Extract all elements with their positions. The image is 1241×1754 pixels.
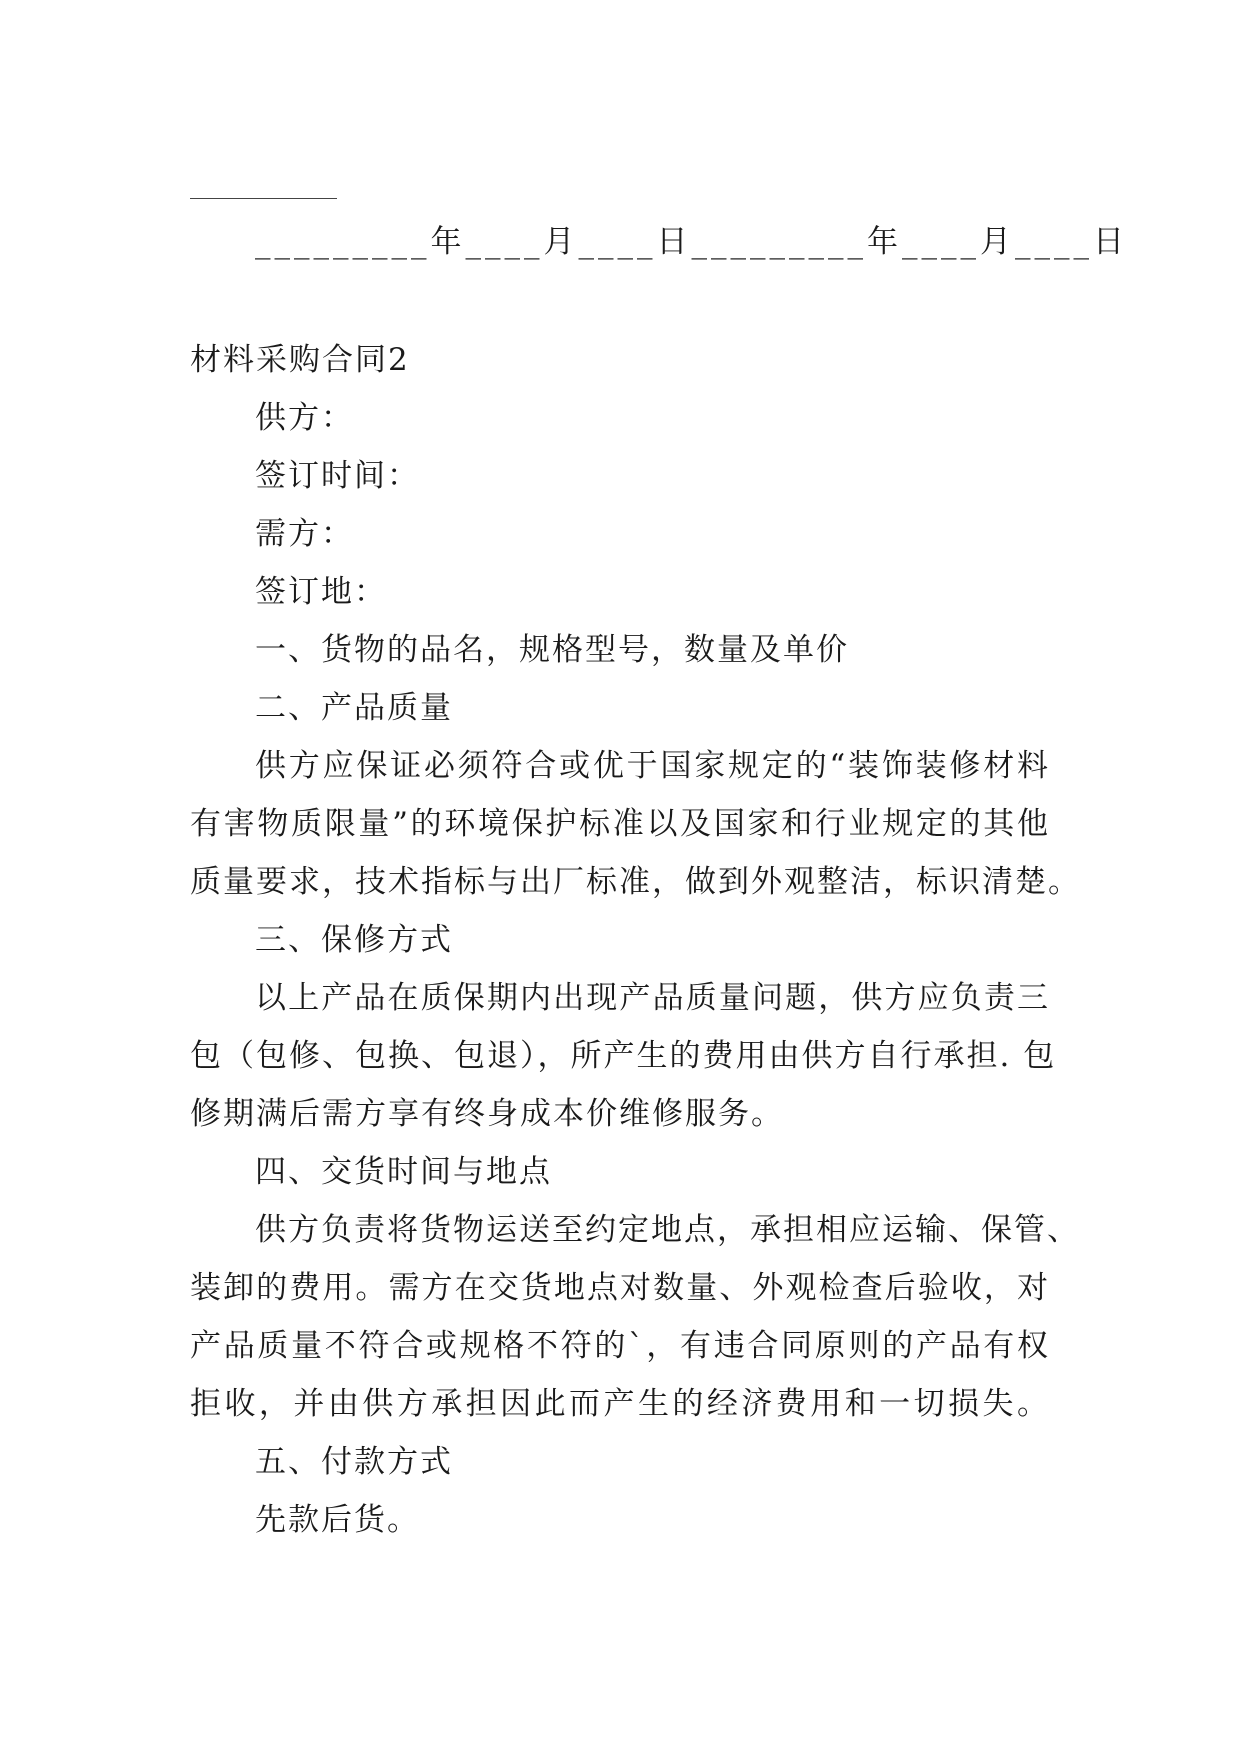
section-5-heading: 五、付款方式 (255, 1444, 453, 1480)
section-3-paragraph-line: 以上产品在质保期内出现产品质量问题，供方应负责三 (255, 980, 1050, 1016)
field-sign-time: 签订时间： (255, 458, 420, 494)
section-4-paragraph-line: 产品质量不符合或规格不符的`，有违合同原则的产品有权 (190, 1328, 1050, 1364)
field-supplier: 供方： (255, 400, 354, 436)
section-2-paragraph-line: 供方应保证必须符合或优于国家规定的“装饰装修材料 (255, 748, 1050, 784)
section-1-heading: 一、货物的品名，规格型号，数量及单价 (255, 632, 849, 668)
section-2-heading: 二、产品质量 (255, 690, 453, 726)
section-4-paragraph-line: 供方负责将货物运送至约定地点，承担相应运输、保管、 (255, 1212, 1080, 1248)
section-2-paragraph-line: 有害物质限量”的环境保护标准以及国家和行业规定的其他 (190, 806, 1050, 842)
section-3-paragraph-line: 包（包修、包换、包退），所产生的费用由供方自行承担. 包 (190, 1038, 1057, 1074)
signature-rule (190, 198, 337, 199)
section-2-paragraph-line: 质量要求，技术指标与出厂标准，做到外观整洁，标识清楚。 (190, 864, 1081, 900)
document-title: 材料采购合同2 (190, 342, 410, 378)
date-line: _________年____月____日_________年____月____日 (255, 224, 1128, 260)
section-4-heading: 四、交货时间与地点 (255, 1154, 552, 1190)
section-4-paragraph-line: 装卸的费用。需方在交货地点对数量、外观检查后验收，对 (190, 1270, 1050, 1306)
section-3-paragraph-line: 修期满后需方享有终身成本价维修服务。 (190, 1096, 784, 1132)
field-buyer: 需方： (255, 516, 354, 552)
section-5-paragraph-line: 先款后货。 (255, 1502, 420, 1538)
section-4-paragraph-line: 拒收，并由供方承担因此而产生的经济费用和一切损失。 (190, 1386, 1050, 1422)
section-3-heading: 三、保修方式 (255, 922, 453, 958)
field-sign-place: 签订地： (255, 574, 387, 610)
